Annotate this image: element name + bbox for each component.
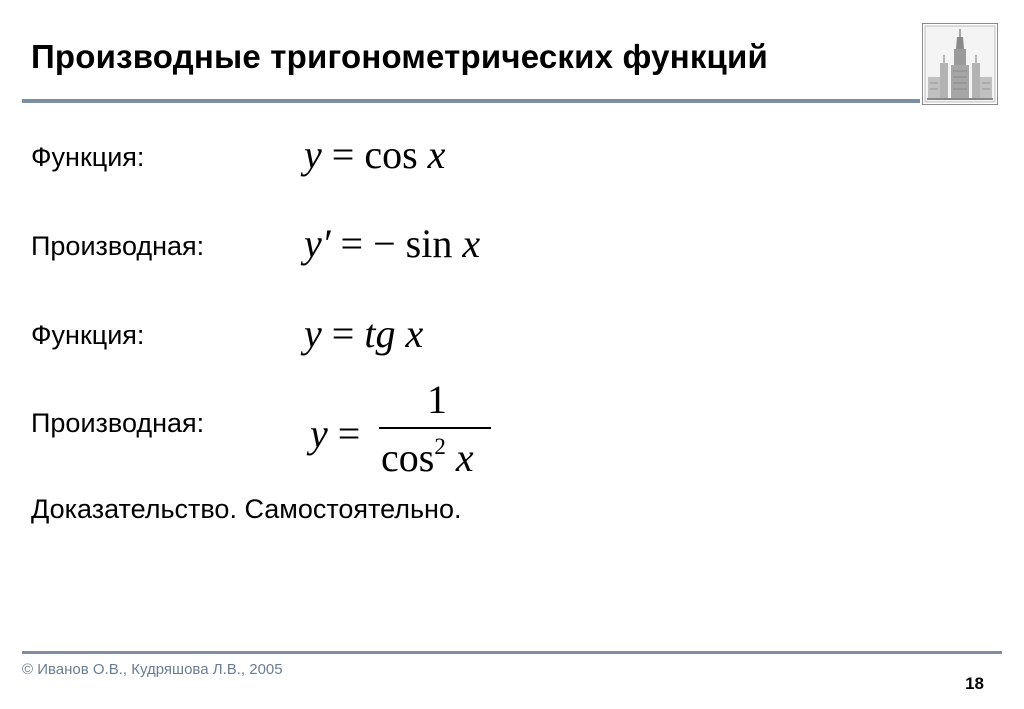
fraction-denominator: $\cos^2 x$ xyxy=(381,434,474,480)
formula-function-tg: y = tg x xyxy=(304,311,424,356)
slide-title: Производные тригонометрических функций xyxy=(31,38,768,75)
formula-derivative-cos: y′ = − sin x xyxy=(304,221,481,266)
page-number: 18 xyxy=(965,674,984,693)
fraction-numerator: 1 xyxy=(427,377,447,422)
row-label: Функция: xyxy=(31,320,145,350)
row-label: Производная: xyxy=(31,408,205,438)
university-building-icon xyxy=(922,23,998,105)
row-label: Функция: xyxy=(31,142,145,172)
fraction-lhs: y = xyxy=(310,411,361,456)
fraction-bar xyxy=(379,427,491,429)
title-divider xyxy=(22,99,920,103)
footer-divider xyxy=(22,651,1002,654)
formula-function-cos: y = cos x xyxy=(304,132,446,177)
copyright-text: © Иванов О.В., Кудряшова Л.В., 2005 xyxy=(22,661,283,678)
formula-derivative-tg xyxy=(304,376,504,486)
proof-note: Доказательство. Самостоятельно. xyxy=(31,494,462,524)
row-label: Производная: xyxy=(31,231,205,261)
